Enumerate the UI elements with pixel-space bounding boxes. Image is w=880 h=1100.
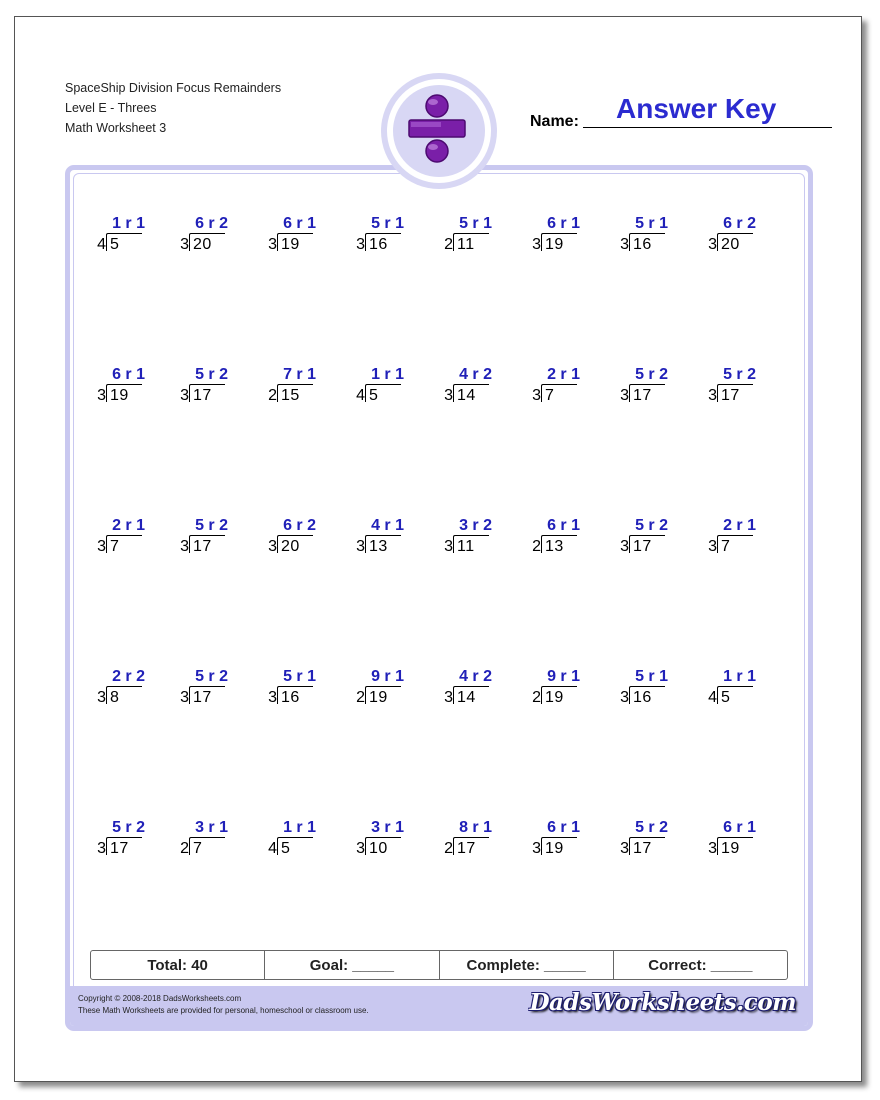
dividend: 16 [633,236,652,253]
dividend: 11 [457,538,475,555]
division-problem [520,819,584,869]
divisor: 3 [444,689,453,706]
dividend: 20 [281,538,300,555]
dividend: 13 [369,538,388,555]
division-problem [85,819,149,869]
quotient-answer: 8 r 1 [459,819,492,836]
division-problem [256,819,320,869]
quotient-answer: 3 r 2 [459,517,492,534]
dividend: 10 [369,840,388,857]
quotient-answer: 5 r 1 [635,215,668,232]
divisor: 4 [268,840,277,857]
quotient-answer: 6 r 2 [195,215,228,232]
divisor: 3 [268,538,277,555]
dividend: 5 [110,236,120,253]
division-problem [608,819,672,869]
division-problem [608,517,672,567]
division-problem [168,215,232,265]
dividend: 11 [457,236,475,253]
dividend: 7 [545,387,555,404]
divisor: 3 [180,236,189,253]
copyright-notice [78,993,369,1017]
badge [381,73,497,189]
divisor: 3 [180,387,189,404]
division-problem [344,668,408,718]
quotient-answer: 5 r 2 [112,819,145,836]
division-problem [432,366,496,416]
divisor: 2 [532,538,541,555]
division-problem [168,517,232,567]
dividend: 5 [369,387,379,404]
quotient-answer: 6 r 1 [547,517,580,534]
divisor: 3 [97,689,106,706]
division-problem [85,668,149,718]
quotient-answer: 6 r 1 [547,819,580,836]
divisor: 2 [180,840,189,857]
worksheet-title: SpaceShip Division Focus Remainders [65,81,282,95]
division-problem [696,668,760,718]
division-problem [344,366,408,416]
quotient-answer: 6 r 2 [283,517,316,534]
quotient-answer: 6 r 1 [112,366,145,383]
divisor: 3 [532,236,541,253]
division-problem [256,366,320,416]
divisor: 3 [620,538,629,555]
divisor: 4 [708,689,717,706]
dividend: 14 [457,387,476,404]
divisor: 3 [532,387,541,404]
dividend: 17 [721,387,740,404]
dividend: 19 [545,689,564,706]
quotient-answer: 5 r 1 [283,668,316,685]
dividend: 17 [633,387,652,404]
dividend: 19 [281,236,300,253]
total-cell: Total: 40 [91,951,265,979]
dividend: 19 [369,689,388,706]
divisor: 3 [180,689,189,706]
division-sign-icon [381,73,497,189]
division-problem [168,668,232,718]
divisor: 2 [268,387,277,404]
dividend: 17 [457,840,476,857]
brand-logo: DadsWorksheets.com [529,989,796,1016]
quotient-answer: 2 r 1 [723,517,756,534]
worksheet-page [14,16,862,1082]
dividend: 19 [545,236,564,253]
divisor: 3 [708,840,717,857]
division-problem [696,215,760,265]
dividend: 16 [369,236,388,253]
division-problem [168,819,232,869]
copyright-text: Copyright © 2008-2018 DadsWorksheets.com [78,994,242,1003]
correct-cell: Correct: _____ [648,956,753,974]
division-problem [696,819,760,869]
dividend: 17 [193,387,212,404]
division-problem [520,366,584,416]
division-problem [608,366,672,416]
division-problem [432,819,496,869]
quotient-answer: 3 r 1 [371,819,404,836]
dividend: 13 [545,538,564,555]
division-problem [696,517,760,567]
division-problem [256,668,320,718]
division-problem [85,517,149,567]
dividend: 14 [457,689,476,706]
divisor: 3 [356,538,365,555]
problem-frame-inner-border [73,173,805,1023]
worksheet-number: Math Worksheet 3 [65,121,167,135]
dividend: 15 [281,387,300,404]
division-problem [344,819,408,869]
quotient-answer: 9 r 1 [547,668,580,685]
quotient-answer: 5 r 1 [371,215,404,232]
divisor: 3 [356,236,365,253]
quotient-answer: 4 r 2 [459,668,492,685]
dividend: 16 [633,689,652,706]
divisor: 3 [620,840,629,857]
quotient-answer: 5 r 2 [635,366,668,383]
division-problem [432,517,496,567]
quotient-answer: 4 r 2 [459,366,492,383]
worksheet-level: Level E - Threes [65,101,157,115]
divisor: 3 [97,538,106,555]
score-box [90,950,788,980]
divisor: 2 [532,689,541,706]
quotient-answer: 2 r 1 [112,517,145,534]
quotient-answer: 5 r 2 [195,517,228,534]
quotient-answer: 2 r 1 [547,366,580,383]
quotient-answer: 1 r 1 [112,215,145,232]
quotient-answer: 5 r 2 [723,366,756,383]
division-problem [344,517,408,567]
divisor: 3 [268,236,277,253]
divisor: 3 [444,538,453,555]
answer-key-text: Answer Key [616,93,777,124]
divisor: 2 [356,689,365,706]
division-problem [256,517,320,567]
divisor: 3 [180,538,189,555]
complete-cell: Complete: _____ [440,951,614,979]
quotient-answer: 9 r 1 [371,668,404,685]
dividend: 17 [193,689,212,706]
dividend: 20 [721,236,740,253]
quotient-answer: 2 r 2 [112,668,145,685]
dividend: 7 [193,840,203,857]
dividend: 19 [110,387,129,404]
divisor: 4 [356,387,365,404]
quotient-answer: 5 r 1 [459,215,492,232]
quotient-answer: 6 r 1 [723,819,756,836]
quotient-answer: 5 r 1 [635,668,668,685]
division-problem [344,215,408,265]
dividend: 16 [281,689,300,706]
dividend: 5 [281,840,291,857]
dividend: 7 [721,538,731,555]
division-problem [608,668,672,718]
division-problem [85,366,149,416]
dividend: 20 [193,236,212,253]
name-underline [583,127,832,128]
quotient-answer: 1 r 1 [283,819,316,836]
quotient-answer: 5 r 2 [635,819,668,836]
divisor: 3 [708,236,717,253]
dividend: 5 [721,689,731,706]
quotient-answer: 5 r 2 [195,366,228,383]
division-problem [696,366,760,416]
quotient-answer: 5 r 2 [195,668,228,685]
divisor: 3 [444,387,453,404]
division-problem [256,215,320,265]
divisor: 2 [444,840,453,857]
division-problem [520,517,584,567]
divisor: 3 [268,689,277,706]
quotient-answer: 6 r 1 [283,215,316,232]
divisor: 3 [532,840,541,857]
dividend: 19 [545,840,564,857]
problem-frame [65,165,813,1031]
division-problem [85,215,149,265]
quotient-answer: 1 r 1 [723,668,756,685]
dividend: 7 [110,538,120,555]
divisor: 3 [708,538,717,555]
divisor: 3 [620,689,629,706]
dividend: 17 [110,840,129,857]
divisor: 3 [356,840,365,857]
name-field [530,91,832,131]
usage-notice-text: These Math Worksheets are provided for personal, homeschool or classroom use. [78,1006,369,1015]
quotient-answer: 3 r 1 [195,819,228,836]
division-problem [432,668,496,718]
dividend: 17 [193,538,212,555]
quotient-answer: 7 r 1 [283,366,316,383]
division-problem [608,215,672,265]
division-problem [168,366,232,416]
quotient-answer: 1 r 1 [371,366,404,383]
division-problem [520,668,584,718]
divisor: 3 [620,236,629,253]
divisor: 3 [97,387,106,404]
division-problem [432,215,496,265]
quotient-answer: 6 r 2 [723,215,756,232]
dividend: 17 [633,840,652,857]
dividend: 17 [633,538,652,555]
divisor: 3 [620,387,629,404]
footer-band [70,986,808,1026]
quotient-answer: 5 r 2 [635,517,668,534]
goal-cell: Goal: _____ [265,951,439,979]
divisor: 4 [97,236,106,253]
quotient-answer: 6 r 1 [547,215,580,232]
quotient-answer: 4 r 1 [371,517,404,534]
divisor: 2 [444,236,453,253]
dividend: 19 [721,840,740,857]
name-label: Name: [530,113,579,130]
worksheet-header [65,78,281,138]
divisor: 3 [708,387,717,404]
dividend: 8 [110,689,120,706]
division-problem [520,215,584,265]
divisor: 3 [97,840,106,857]
